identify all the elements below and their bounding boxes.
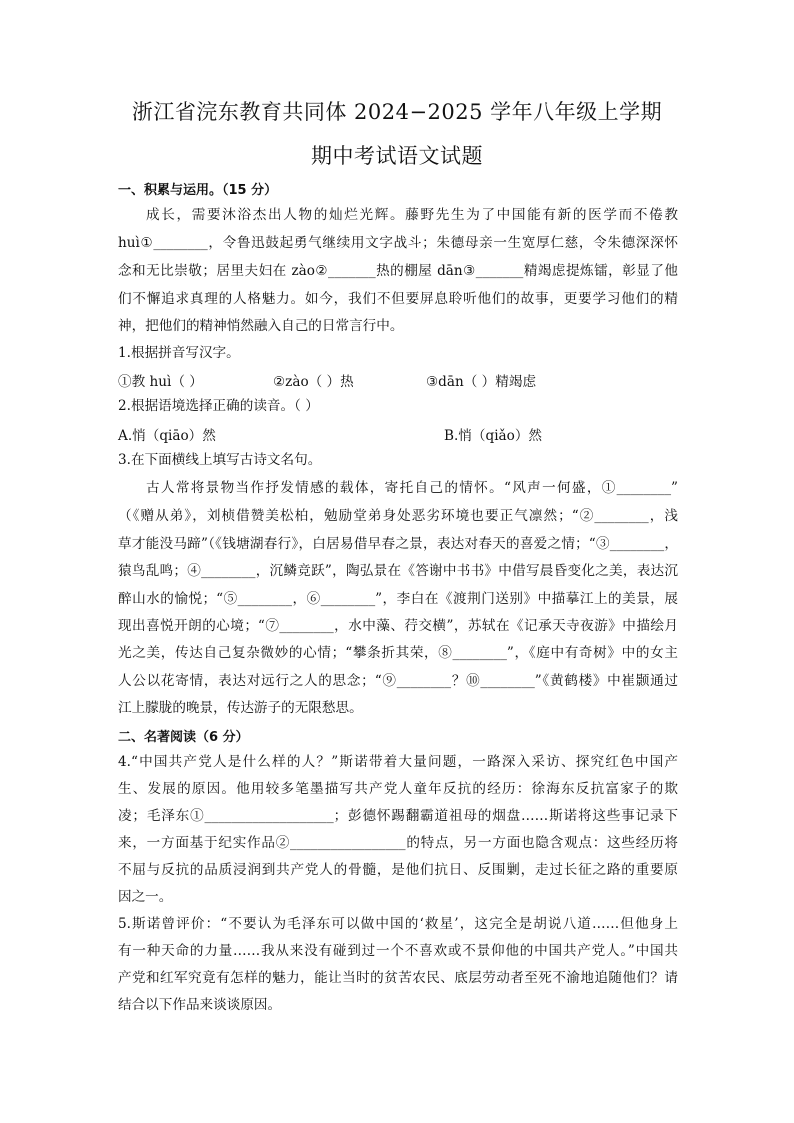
question4-line: 凌；毛泽东①___________________；彭德怀踢翻霸道祖母的烟盘……斯诺将这些事记录下: [118, 808, 678, 824]
question5-line: 结合以下作品来谈谈原因。: [118, 997, 282, 1013]
passage3-line: 古人常将景物当作抒发情感的载体，寄托自己的情怀。“风声一何盛，①________”: [146, 480, 678, 496]
question4-line: 生、发展的原因。他用较多笔墨描写共产党人童年反抗的经历：徐海东反抗富家子的欺: [118, 781, 678, 797]
question5-line: 有一种天命的力量……我从来没有碰到过一个不喜欢或不景仰他的中国共产党人。”中国共: [118, 943, 678, 959]
passage3-line: 猿鸟乱鸣；④________，沉鳞竞跃”，陶弘景在《答谢中书书》中借写晨昏变化之美，表达沉: [118, 563, 678, 579]
passage3-line: 人公以花寄情，表达对远行之人的思念；“⑨________？⑩________”《黄鹤楼》中崔颢通过: [118, 673, 678, 689]
section2-heading: 二、名著阅读（6 分）: [118, 730, 249, 745]
question2-option-a: A.悄（qiāo）然: [118, 428, 216, 444]
exam-title-line1: 浙江省浣东教育共同体 2024−2025 学年八年级上学期: [131, 100, 663, 124]
question4-line: 因之一。: [118, 889, 173, 905]
question5-line: 产党和红军究竟有怎样的魅力，能让当时的贫苦农民、底层劳动者至死不渝地追随他们？请: [118, 970, 678, 986]
passage3-line: 草才能没马蹄”（《钱塘湖春行》，白居易借早春之景，表达对春天的喜爱之情；“③________，: [118, 536, 678, 552]
question3-stem: 3.在下面横线上填写古诗文名句。: [118, 452, 322, 468]
question4-line: 来，一方面基于纪实作品②_________________的特点，另一方面也隐含观点：这些经历将: [118, 835, 678, 851]
passage3-line: （《赠从弟》，刘桢借赞美松柏，勉励堂弟身处恶劣环境也要正气凛然；“②________，浅: [118, 508, 678, 524]
passage1-line: huì①________，令鲁迅鼓起勇气继续用文字战斗；朱德母亲一生宽厚仁慈，令朱德深深怀: [118, 235, 678, 251]
passage1-line: 神，把他们的精神悄然融入自己的日常言行中。: [118, 318, 404, 334]
question2-stem: 2.根据语境选择正确的读音。（ ）: [118, 398, 319, 414]
passage1-line: 成长，需要沐浴杰出人物的灿烂光辉。藤野先生为了中国能有新的医学而不倦教: [146, 207, 678, 223]
passage3-line: 现出喜悦开朗的心境；“⑦________，水中藻、荇交横”，苏轼在《记承天寺夜游》中描绘月: [118, 618, 678, 634]
question4-line: 4.“中国共产党人是什么样的人？”斯诺带着大量问题，一路深入采访、探究红色中国产: [118, 754, 678, 770]
question5-line: 5.斯诺曾评价：“不要认为毛泽东可以做中国的‘救星’，这完全是胡说八道……但他身上: [118, 916, 678, 932]
passage1-line: 们不懈追求真理的人格魅力。如今，我们不但要屏息聆听他们的故事，更要学习他们的精: [118, 291, 678, 307]
question1-option: ③dān（ ）精竭虑: [426, 374, 537, 390]
section1-heading: 一、积累与运用。（15 分）: [118, 183, 278, 198]
exam-title-line2: 期中考试语文试题: [311, 144, 483, 168]
passage1-line: 念和无比崇敬；居里夫妇在 zào②_______热的棚屋 dān③_______精竭虑提炼镭，彰显了他: [118, 263, 678, 279]
passage3-line: 醉山水的愉悦；“⑤________，⑥________”，李白在《渡荆门送别》中描摹江上的美景，展: [118, 591, 678, 607]
passage3-line: 江上朦胧的晚景，传达游子的无限愁思。: [118, 700, 363, 716]
question1-option: ①教 huì（ ）: [118, 374, 203, 390]
question1-option: ②zào（ ）热: [273, 374, 354, 390]
question2-option-b: B.悄（qiǎo）然: [444, 428, 543, 444]
question4-line: 不屈与反抗的品质浸润到共产党人的骨髓，是他们抗日、反围剿，走过长征之路的重要原: [118, 862, 678, 878]
question1-stem: 1.根据拼音写汉字。: [118, 345, 240, 361]
passage3-line: 光之美，传达自己复杂微妙的心情；“攀条折其荣，⑧________”，《庭中有奇树》中的女主: [118, 645, 678, 661]
